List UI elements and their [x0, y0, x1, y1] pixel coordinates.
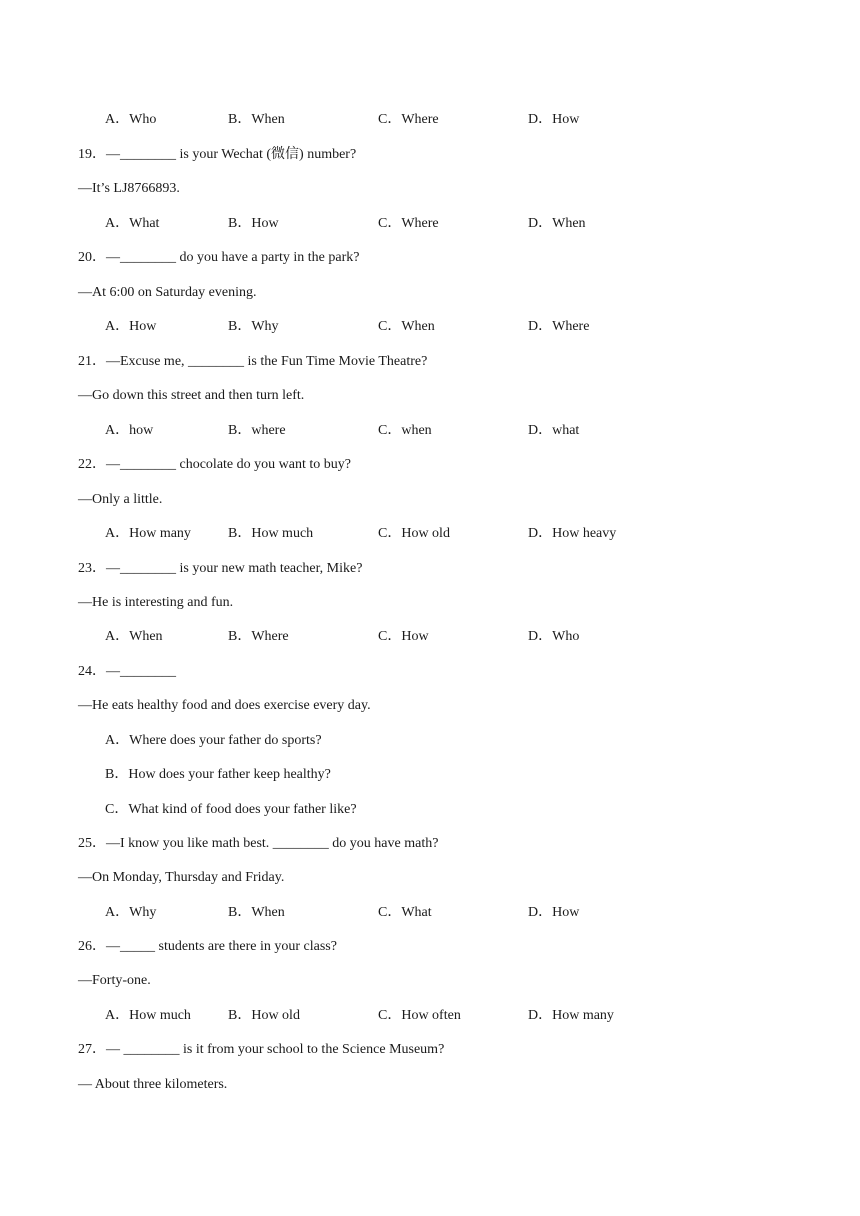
option-c[interactable]: C．When	[378, 319, 435, 334]
option-a[interactable]: A．How many	[105, 526, 191, 541]
question-19-answer: —It’s LJ8766893.	[78, 181, 180, 196]
question-number: 27．	[78, 1042, 106, 1057]
option-b[interactable]: B．where	[228, 423, 286, 438]
question-text: —________ do you have a party in the park?	[106, 250, 360, 265]
question-24-option-c[interactable]: C．What kind of food does your father like?	[105, 802, 357, 817]
question-text: —________ chocolate do you want to buy?	[106, 457, 351, 472]
option-c[interactable]: C．when	[378, 423, 432, 438]
option-d[interactable]: D．How	[528, 112, 580, 127]
option-b[interactable]: B．How	[228, 216, 279, 231]
option-b[interactable]: B．How old	[228, 1008, 300, 1023]
option-d[interactable]: D．When	[528, 216, 586, 231]
question-21-answer: —Go down this street and then turn left.	[78, 388, 305, 403]
option-d[interactable]: D．what	[528, 423, 580, 438]
option-a[interactable]: A．When	[105, 629, 163, 644]
question-24-option-b[interactable]: B．How does your father keep healthy?	[105, 767, 331, 782]
question-19-prompt	[78, 145, 820, 165]
question-23-prompt	[78, 559, 820, 579]
option-d[interactable]: D．Where	[528, 319, 590, 334]
option-b[interactable]: B．When	[228, 112, 285, 127]
question-22-options	[105, 524, 820, 544]
question-number: 26．	[78, 939, 106, 954]
option-a[interactable]: A．Who	[105, 112, 157, 127]
question-25-options	[105, 903, 820, 923]
question-26-prompt	[78, 937, 820, 957]
option-d[interactable]: D．How many	[528, 1008, 614, 1023]
question-number: 24．	[78, 664, 106, 679]
question-27-answer: — About three kilometers.	[78, 1077, 228, 1092]
question-number: 23．	[78, 561, 106, 576]
question-22-answer: —Only a little.	[78, 492, 163, 507]
question-25-prompt	[78, 834, 820, 854]
question-22-prompt	[78, 455, 820, 475]
question-number: 21．	[78, 354, 106, 369]
option-c[interactable]: C．What	[378, 905, 432, 920]
option-c[interactable]: C．How often	[378, 1008, 461, 1023]
question-23-options	[105, 627, 820, 647]
question-text: —I know you like math best. ________ do you have math?	[106, 836, 439, 851]
option-a[interactable]: A．how	[105, 423, 154, 438]
question-23-answer: —He is interesting and fun.	[78, 595, 234, 610]
question-number: 22．	[78, 457, 106, 472]
question-20-prompt	[78, 248, 820, 268]
option-b[interactable]: B．How much	[228, 526, 314, 541]
option-b[interactable]: B．Why	[228, 319, 279, 334]
question-24-prompt	[78, 662, 820, 682]
question-text: —Excuse me, ________ is the Fun Time Movie Theatre?	[106, 354, 428, 369]
option-c[interactable]: C．How old	[378, 526, 450, 541]
option-a[interactable]: A．How much	[105, 1008, 191, 1023]
option-a[interactable]: A．What	[105, 216, 160, 231]
option-c[interactable]: C．Where	[378, 216, 439, 231]
question-21-options	[105, 421, 820, 441]
question-26-options	[105, 1006, 820, 1026]
question-number: 20．	[78, 250, 106, 265]
q18-options	[105, 110, 820, 130]
question-24-answer: —He eats healthy food and does exercise every day.	[78, 698, 371, 713]
option-a[interactable]: A．How	[105, 319, 157, 334]
question-26-answer: —Forty-one.	[78, 973, 151, 988]
question-text: —_____ students are there in your class?	[106, 939, 337, 954]
question-24-option-a[interactable]: A．Where does your father do sports?	[105, 733, 322, 748]
question-20-answer: —At 6:00 on Saturday evening.	[78, 285, 257, 300]
question-20-options	[105, 317, 820, 337]
option-b[interactable]: B．Where	[228, 629, 289, 644]
question-text: —________ is your new math teacher, Mike?	[106, 561, 363, 576]
question-27-prompt	[78, 1040, 820, 1060]
question-19-options	[105, 214, 820, 234]
question-text: —________ is your Wechat (微信) number?	[106, 147, 357, 162]
option-c[interactable]: C．How	[378, 629, 429, 644]
option-d[interactable]: D．How	[528, 905, 580, 920]
question-text: — ________ is it from your school to the Science Museum?	[106, 1042, 445, 1057]
option-d[interactable]: D．Who	[528, 629, 580, 644]
question-text: —________	[106, 664, 176, 679]
question-25-answer: —On Monday, Thursday and Friday.	[78, 870, 285, 885]
question-number: 25．	[78, 836, 106, 851]
question-21-prompt	[78, 352, 820, 372]
option-b[interactable]: B．When	[228, 905, 285, 920]
question-number: 19．	[78, 147, 106, 162]
option-a[interactable]: A．Why	[105, 905, 157, 920]
option-d[interactable]: D．How heavy	[528, 526, 617, 541]
option-c[interactable]: C．Where	[378, 112, 439, 127]
